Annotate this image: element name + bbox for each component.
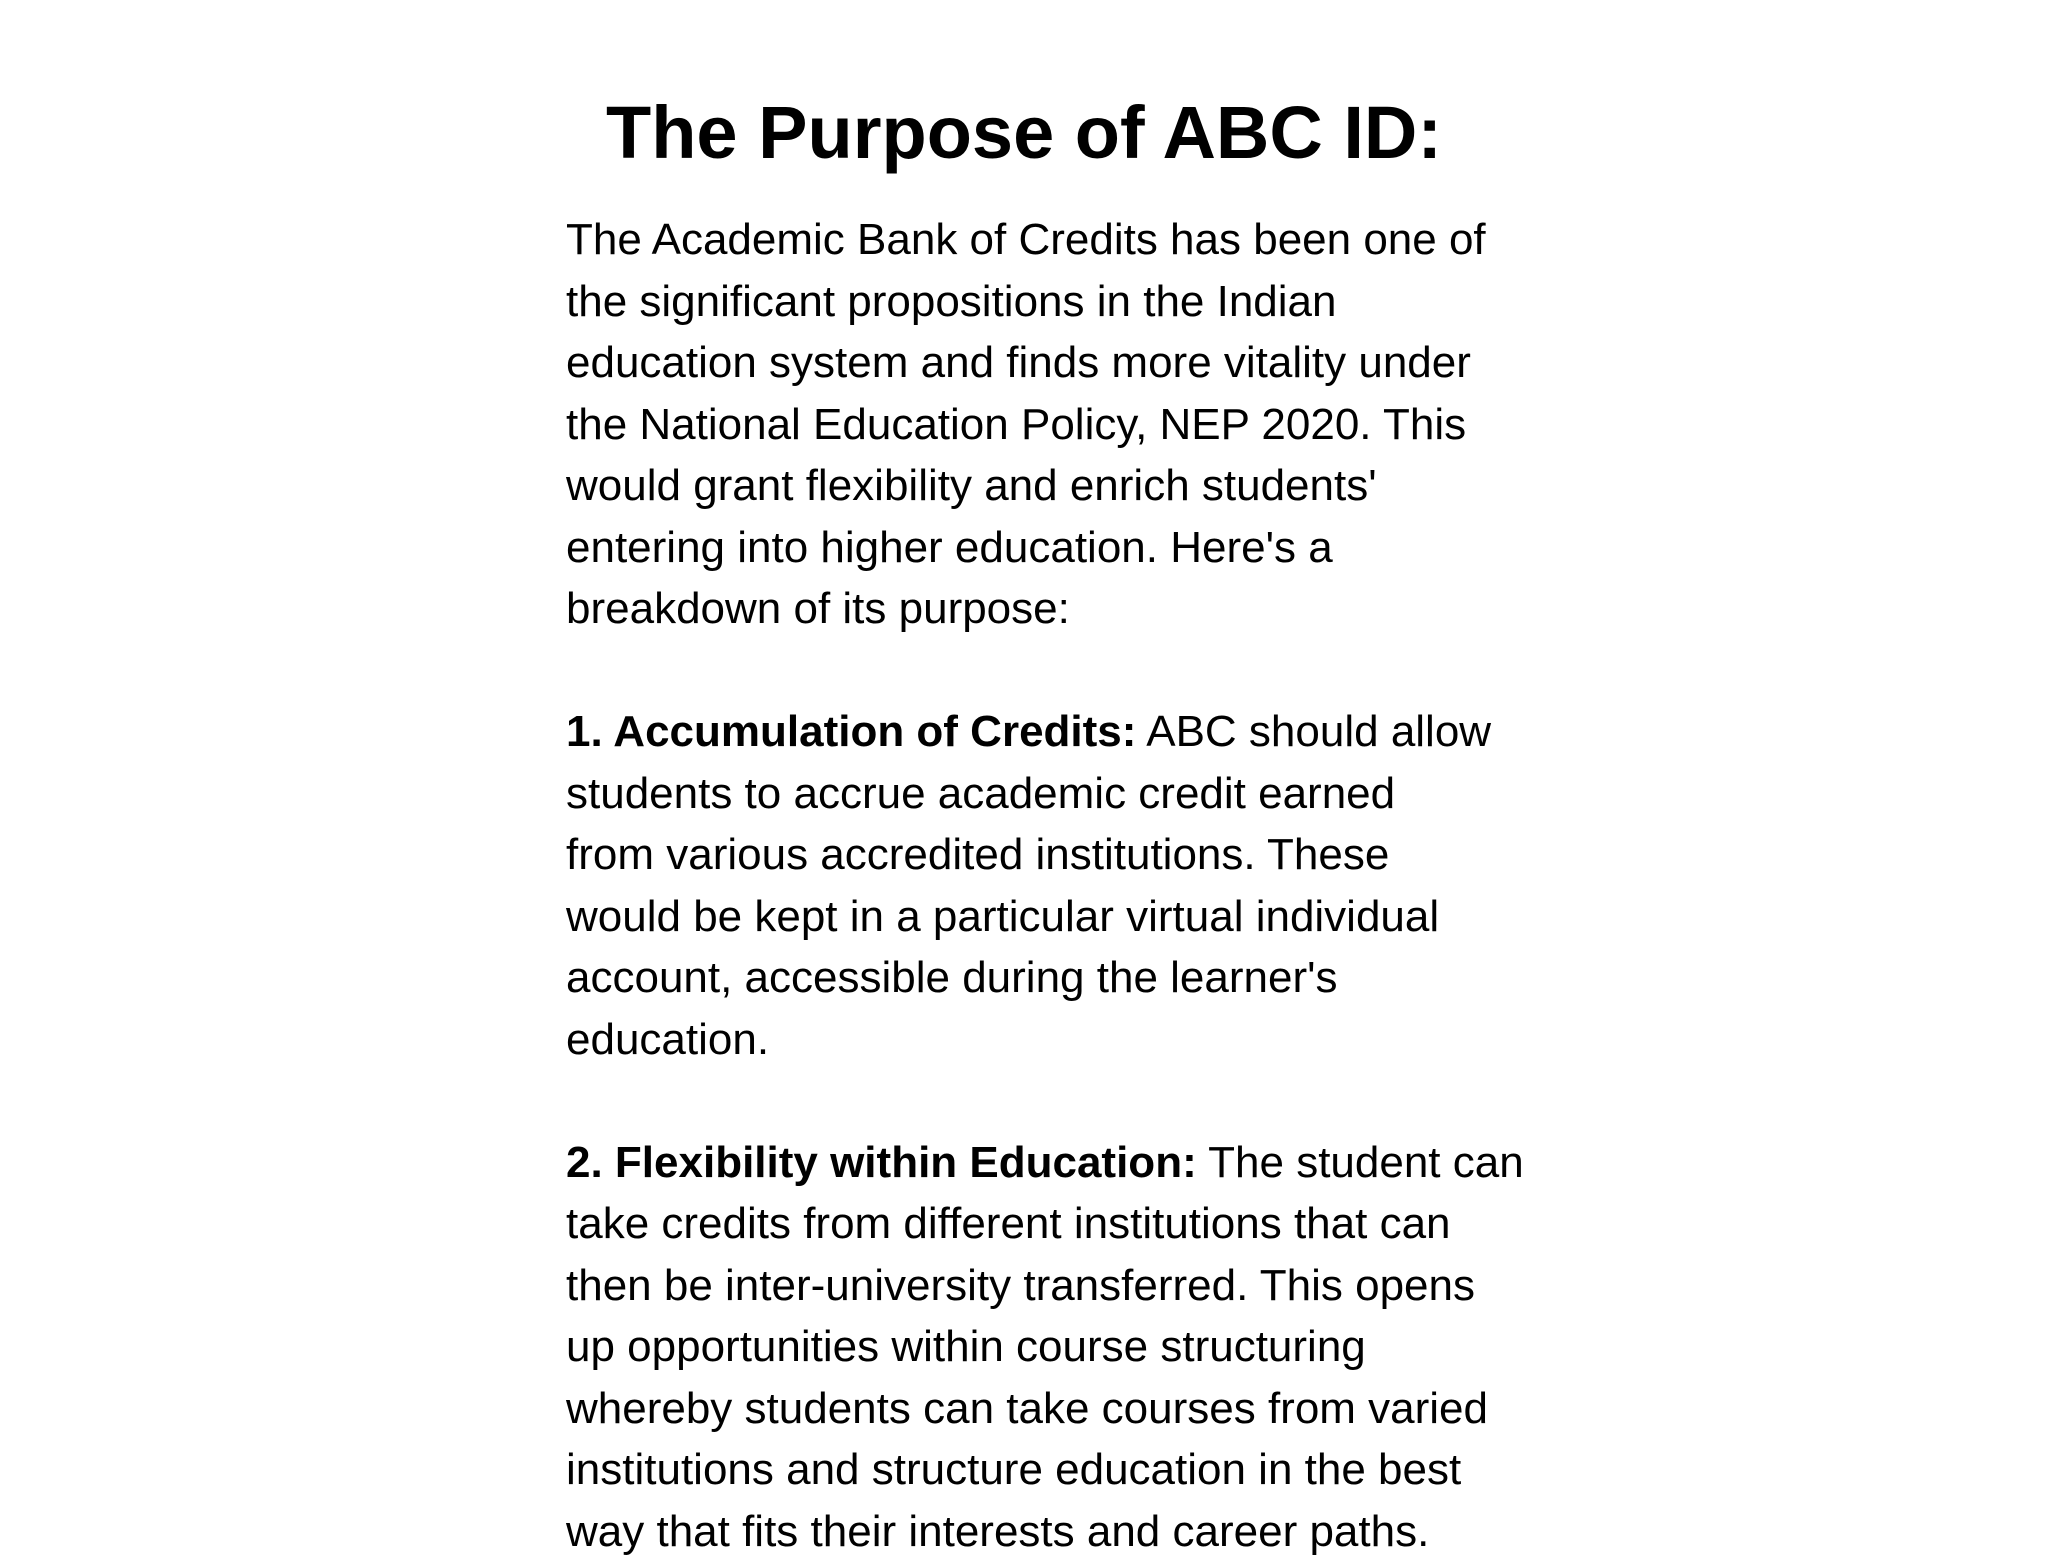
point-first-line <box>566 1132 1566 1194</box>
intro-line: entering into higher education. Here's a <box>566 517 1566 579</box>
intro-line: the significant propositions in the Indian <box>566 271 1566 333</box>
intro-line: breakdown of its purpose: <box>566 578 1566 640</box>
point-line: take credits from different institutions that can <box>566 1193 1566 1255</box>
point-line: way that fits their interests and career paths. <box>566 1501 1566 1562</box>
paragraph-spacer <box>566 640 1566 702</box>
page-title: The Purpose of ABC ID: <box>0 88 2048 178</box>
point-line: institutions and structure education in the best <box>566 1439 1566 1501</box>
point-text: The student can <box>1197 1138 1524 1187</box>
intro-line: education system and finds more vitality under <box>566 332 1566 394</box>
point-line: then be inter-university transferred. This opens <box>566 1255 1566 1317</box>
point-first-line <box>566 701 1566 763</box>
point-line: would be kept in a particular virtual individual <box>566 886 1566 948</box>
point-heading: 1. Accumulation of Credits: <box>566 707 1136 756</box>
point-accumulation-of-credits <box>566 701 1566 1070</box>
point-line: education. <box>566 1009 1566 1071</box>
document-body <box>566 209 1566 1562</box>
point-text: ABC should allow <box>1136 707 1491 756</box>
point-heading: 2. Flexibility within Education: <box>566 1138 1197 1187</box>
point-flexibility-within-education <box>566 1132 1566 1562</box>
point-line: whereby students can take courses from varied <box>566 1378 1566 1440</box>
point-line: from various accredited institutions. These <box>566 824 1566 886</box>
paragraph-spacer <box>566 1070 1566 1132</box>
intro-line: the National Education Policy, NEP 2020. This <box>566 394 1566 456</box>
intro-line: The Academic Bank of Credits has been one of <box>566 209 1566 271</box>
intro-paragraph <box>566 209 1566 640</box>
point-line: account, accessible during the learner's <box>566 947 1566 1009</box>
point-line: students to accrue academic credit earned <box>566 763 1566 825</box>
point-line: up opportunities within course structuring <box>566 1316 1566 1378</box>
intro-line: would grant flexibility and enrich students' <box>566 455 1566 517</box>
